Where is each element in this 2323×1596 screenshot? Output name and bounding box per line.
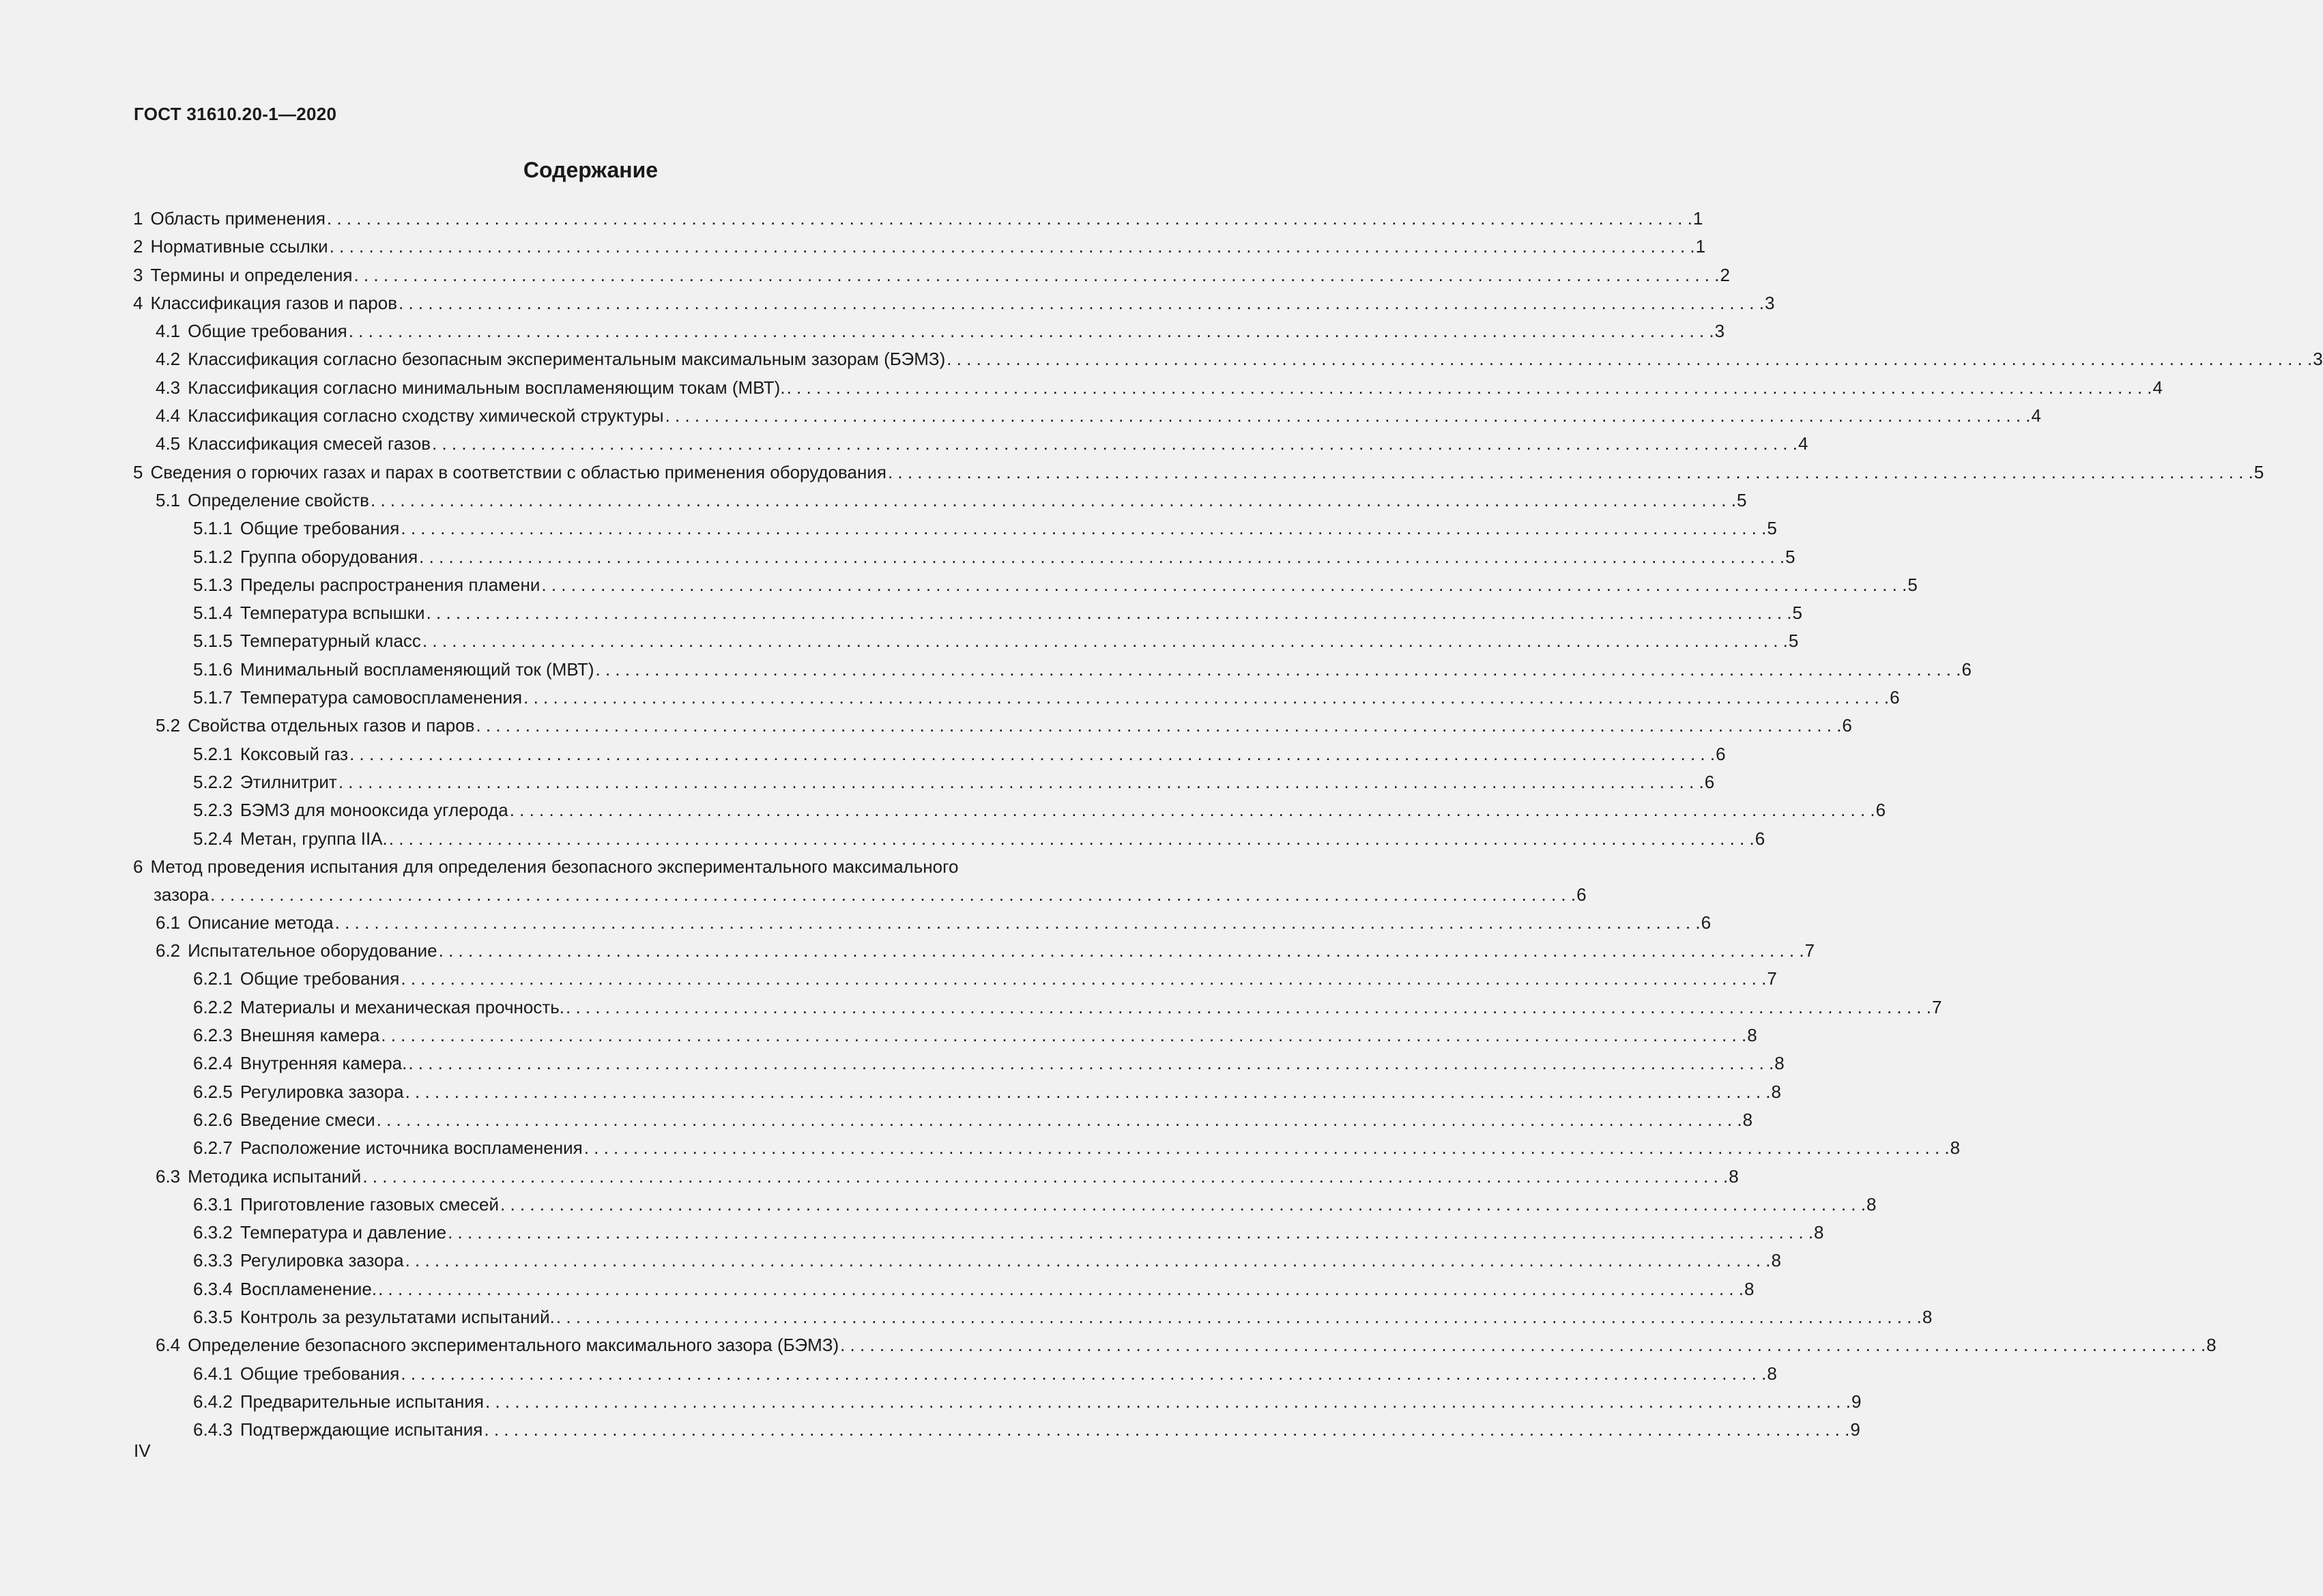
toc-entry-page: 5 bbox=[2253, 461, 2264, 482]
toc-entry[interactable] bbox=[133, 1191, 1877, 1219]
toc-leader-dots bbox=[401, 965, 1766, 993]
toc-entry[interactable] bbox=[133, 796, 1886, 824]
toc-entry-label: Введение смеси bbox=[240, 1109, 375, 1130]
toc-entry-page: 5 bbox=[1785, 546, 1795, 567]
toc-entry-label: Описание метода bbox=[188, 912, 334, 933]
toc-entry-number: 5.2.3 bbox=[193, 800, 233, 821]
toc-entry-number: 6.2.5 bbox=[193, 1081, 233, 1102]
toc-leader-dots bbox=[399, 289, 1764, 317]
toc-leader-dots bbox=[362, 1163, 1728, 1191]
toc-entry-label: Метан, группа IIA. bbox=[240, 828, 388, 849]
toc-entry-number: 2 bbox=[133, 236, 143, 257]
toc-entry-page: 6 bbox=[1842, 715, 1852, 736]
toc-entry-page: 8 bbox=[1744, 1278, 1755, 1299]
toc-entry-label: Общие требования bbox=[240, 1363, 400, 1384]
toc-entry-number: 6.2.2 bbox=[193, 996, 233, 1017]
toc-entry-page: 8 bbox=[1767, 1363, 1777, 1384]
toc-entry-number: 6.4.3 bbox=[193, 1419, 233, 1440]
toc-entry-page: 6 bbox=[1704, 771, 1715, 792]
toc-entry-number: 6.2 bbox=[156, 940, 181, 961]
toc-leader-dots bbox=[389, 825, 1755, 853]
toc-entry-page: 6 bbox=[1701, 912, 1712, 933]
toc-entry[interactable] bbox=[133, 684, 1900, 712]
toc-entry[interactable] bbox=[133, 993, 1942, 1021]
toc-entry[interactable] bbox=[133, 233, 1706, 261]
toc-entry-label: Термины и определения bbox=[150, 264, 353, 285]
toc-entry-number: 6.2.4 bbox=[193, 1053, 233, 1074]
toc-leader-dots bbox=[338, 768, 1704, 796]
toc-entry[interactable] bbox=[133, 1416, 1860, 1444]
toc-entry-label: Классификация согласно безопасным экспериментальным максимальным зазорам (БЭМЗ) bbox=[188, 349, 946, 370]
toc-entry-page: 6 bbox=[1961, 658, 1972, 680]
toc-entry-label: Классификация согласно сходству химической структуры bbox=[188, 405, 664, 426]
toc-entry[interactable] bbox=[133, 374, 2163, 402]
toc-entry-page: 5 bbox=[1767, 518, 1777, 539]
toc-entry[interactable] bbox=[133, 656, 1972, 684]
toc-entry[interactable] bbox=[133, 1331, 2217, 1359]
toc-entry-label: Группа оборудования bbox=[240, 546, 418, 567]
toc-entry-page: 1 bbox=[1695, 236, 1706, 257]
toc-entry-label: Коксовый газ bbox=[240, 743, 349, 764]
toc-entry-number: 5.1.1 bbox=[193, 518, 233, 539]
toc-entry-page: 2 bbox=[1720, 264, 1730, 285]
toc-entry-label: БЭМЗ для монооксида углерода bbox=[240, 800, 508, 821]
toc-leader-dots bbox=[556, 1303, 1922, 1331]
toc-entry[interactable] bbox=[133, 1163, 1739, 1191]
toc-entry-page: 8 bbox=[2206, 1335, 2217, 1356]
toc-entry-page: 9 bbox=[1850, 1419, 1860, 1440]
toc-entry-number: 5 bbox=[133, 461, 143, 482]
toc-entry-page: 4 bbox=[1798, 433, 1808, 454]
toc-entry-page: 8 bbox=[1950, 1137, 1961, 1159]
toc-entry[interactable] bbox=[133, 909, 1712, 937]
toc-entry-number: 5.1.6 bbox=[193, 658, 233, 680]
toc-entry-number: 5.1.2 bbox=[193, 546, 233, 567]
toc-entry-number: 6.4.1 bbox=[193, 1363, 233, 1384]
toc-leader-dots bbox=[787, 374, 2152, 402]
toc-entry-label: Предварительные испытания bbox=[240, 1391, 484, 1412]
toc-entry[interactable] bbox=[133, 1134, 1961, 1162]
toc-entry-label: Общие требования bbox=[240, 968, 400, 989]
toc-entry-number: 5.2.1 bbox=[193, 743, 233, 764]
toc-entry-number: 5.1.7 bbox=[193, 687, 233, 708]
toc-entry-label: Классификация согласно минимальным воспламеняющим токам (МВТ). bbox=[188, 377, 785, 398]
toc-entry-label: Температура вспышки bbox=[240, 603, 425, 624]
toc-leader-dots bbox=[371, 487, 1736, 514]
toc-leader-dots bbox=[448, 1219, 1813, 1247]
toc-entry[interactable] bbox=[133, 599, 1802, 627]
toc-entry[interactable] bbox=[133, 487, 1747, 514]
toc-leader-dots bbox=[327, 205, 1692, 233]
toc-entry[interactable] bbox=[133, 937, 1815, 965]
toc-entry[interactable] bbox=[133, 768, 1715, 796]
toc-entry-label: Приготовление газовых смесей bbox=[240, 1193, 499, 1215]
toc-entry[interactable] bbox=[133, 459, 2264, 487]
toc-entry-page: 9 bbox=[1851, 1391, 1862, 1412]
toc-leader-dots bbox=[432, 430, 1798, 458]
toc-leader-dots bbox=[381, 1021, 1746, 1049]
toc-entry-page: 8 bbox=[1922, 1306, 1933, 1327]
toc-entry[interactable] bbox=[133, 543, 1795, 571]
toc-entry-page: 8 bbox=[1729, 1165, 1739, 1187]
toc-entry-number: 6.2.3 bbox=[193, 1025, 233, 1046]
toc-entry-label: Воспламенение. bbox=[240, 1278, 377, 1299]
toc-entry-number: 6.2.1 bbox=[193, 968, 233, 989]
toc-leader-dots bbox=[427, 599, 1792, 627]
toc-entry-page: 8 bbox=[1771, 1081, 1781, 1102]
toc-entry-label: Определение свойств bbox=[188, 489, 369, 510]
toc-entry-label: Классификация смесей газов bbox=[188, 433, 431, 454]
toc-entry-label: Классификация газов и паров bbox=[150, 292, 398, 313]
toc-entry-page: 1 bbox=[1692, 208, 1703, 229]
toc-entry[interactable] bbox=[133, 1078, 1781, 1106]
toc-entry-label: Свойства отдельных газов и паров bbox=[188, 715, 475, 736]
toc-entry[interactable] bbox=[133, 514, 1777, 542]
document-id: ГОСТ 31610.20-1—2020 bbox=[134, 104, 337, 124]
toc-leader-dots bbox=[335, 909, 1701, 937]
toc-entry[interactable] bbox=[133, 289, 1775, 317]
toc-entry[interactable] bbox=[133, 1247, 1781, 1275]
toc-entry-label: Область применения bbox=[150, 208, 326, 229]
toc-entry[interactable] bbox=[133, 853, 1587, 909]
toc-leader-dots bbox=[523, 684, 1889, 712]
toc-entry[interactable] bbox=[133, 825, 1765, 853]
toc-entry-page: 3 bbox=[2313, 349, 2323, 370]
toc-leader-dots bbox=[510, 796, 1875, 824]
toc-leader-dots bbox=[405, 1078, 1771, 1106]
toc-leader-dots bbox=[500, 1191, 1866, 1219]
toc-entry[interactable] bbox=[133, 1360, 1777, 1388]
toc-entry-number: 6.3.5 bbox=[193, 1306, 233, 1327]
toc-leader-dots bbox=[419, 543, 1785, 571]
toc-entry-label: Температура и давление bbox=[240, 1222, 447, 1243]
toc-entry-number: 6.2.7 bbox=[193, 1137, 233, 1159]
toc-leader-dots bbox=[566, 993, 1931, 1021]
toc-leader-dots bbox=[665, 402, 2031, 430]
toc-entry[interactable] bbox=[133, 627, 1799, 655]
toc-leader-dots bbox=[840, 1331, 2206, 1359]
toc-entry-number: 4.2 bbox=[156, 349, 181, 370]
toc-entry-number: 1 bbox=[133, 208, 143, 229]
toc-entry-number: 6.2.6 bbox=[193, 1109, 233, 1130]
toc-entry-number: 4.5 bbox=[156, 433, 181, 454]
toc-entry-page: 8 bbox=[1866, 1193, 1877, 1215]
toc-entry-number: 6.3.2 bbox=[193, 1222, 233, 1243]
toc-entry-number: 6.4 bbox=[156, 1335, 181, 1356]
toc-entry-page: 6 bbox=[1576, 884, 1587, 905]
toc-entry-number: 6.3.4 bbox=[193, 1278, 233, 1299]
toc-leader-dots bbox=[210, 881, 1576, 909]
toc-leader-dots bbox=[541, 571, 1907, 599]
toc-entry-label: Подтверждающие испытания bbox=[240, 1419, 483, 1440]
toc-entry-number: 3 bbox=[133, 264, 143, 285]
toc-entry[interactable] bbox=[133, 740, 1726, 768]
toc-entry-label: Регулировка зазора bbox=[240, 1250, 404, 1271]
toc-entry-label: Общие требования bbox=[240, 518, 400, 539]
toc-entry-label: Нормативные ссылки bbox=[150, 236, 328, 257]
toc-entry-number: 4.4 bbox=[156, 405, 181, 426]
toc-entry-label: Метод проведения испытания для определения безопасного экспериментального максимального bbox=[150, 856, 959, 877]
toc-entry-page: 5 bbox=[1736, 489, 1747, 510]
toc-entry-number: 5.2.4 bbox=[193, 828, 233, 849]
toc-entry-label: Сведения о горючих газах и парах в соответствии с областью применения оборудования bbox=[150, 461, 886, 482]
toc-entry-page: 4 bbox=[2031, 405, 2041, 426]
toc-entry-label: Внешняя камера bbox=[240, 1025, 380, 1046]
toc-entry-page: 5 bbox=[1788, 630, 1799, 652]
toc-leader-dots bbox=[401, 1360, 1766, 1388]
toc-entry-label-continued: зазора bbox=[154, 884, 210, 905]
toc-entry-label: Температура самовоспламенения bbox=[240, 687, 523, 708]
toc-entry-page: 6 bbox=[1755, 828, 1765, 849]
toc-entry-label: Методика испытаний bbox=[188, 1165, 362, 1187]
toc-entry[interactable] bbox=[133, 345, 2323, 373]
toc-entry-number: 6.4.2 bbox=[193, 1391, 233, 1412]
toc-entry-page: 7 bbox=[1931, 996, 1942, 1017]
toc-entry-label: Внутренняя камера. bbox=[240, 1053, 407, 1074]
toc-entry-page: 8 bbox=[1774, 1053, 1785, 1074]
toc-entry-number: 6.1 bbox=[156, 912, 181, 933]
toc-entry-label: Регулировка зазора bbox=[240, 1081, 404, 1102]
toc-leader-dots bbox=[349, 317, 1714, 345]
toc-entry-page: 8 bbox=[1742, 1109, 1753, 1130]
toc-entry[interactable] bbox=[133, 965, 1777, 993]
toc-entry-page: 3 bbox=[1714, 321, 1725, 342]
toc-entry-page: 6 bbox=[1890, 687, 1900, 708]
toc-entry-label: Материалы и механическая прочность. bbox=[240, 996, 565, 1017]
toc-entry-label: Минимальный воспламеняющий ток (МВТ) bbox=[240, 658, 594, 680]
toc-entry[interactable] bbox=[133, 712, 1852, 740]
toc-leader-dots bbox=[584, 1134, 1950, 1162]
toc-leader-dots bbox=[439, 937, 1804, 965]
toc-leader-dots bbox=[484, 1416, 1849, 1444]
toc-leader-dots bbox=[405, 1247, 1771, 1275]
toc-entry-number: 6.3 bbox=[156, 1165, 181, 1187]
toc-entry[interactable] bbox=[133, 1049, 1785, 1077]
toc-entry[interactable] bbox=[133, 402, 2041, 430]
table-of-contents bbox=[133, 205, 2323, 1444]
toc-entry-page: 5 bbox=[1907, 574, 1918, 595]
toc-entry-page: 6 bbox=[1716, 743, 1726, 764]
toc-entry-number: 4.1 bbox=[156, 321, 181, 342]
toc-leader-dots bbox=[422, 627, 1788, 655]
toc-entry-label: Расположение источника воспламенения bbox=[240, 1137, 583, 1159]
toc-entry-number: 4 bbox=[133, 292, 143, 313]
toc-entry[interactable] bbox=[133, 430, 1808, 458]
toc-entry-number: 6 bbox=[133, 856, 143, 877]
toc-entry-page: 5 bbox=[1792, 603, 1802, 624]
toc-entry[interactable] bbox=[133, 1388, 1862, 1416]
toc-entry[interactable] bbox=[133, 1021, 1757, 1049]
toc-leader-dots bbox=[349, 740, 1715, 768]
toc-entry[interactable] bbox=[133, 1275, 1755, 1303]
toc-entry-number: 6.3.1 bbox=[193, 1193, 233, 1215]
page-number: IV bbox=[134, 1440, 151, 1461]
toc-leader-dots bbox=[354, 261, 1719, 289]
toc-leader-dots bbox=[947, 345, 2312, 373]
toc-entry-label: Испытательное оборудование bbox=[188, 940, 437, 961]
toc-entry-page: 7 bbox=[1767, 968, 1777, 989]
toc-leader-dots bbox=[377, 1106, 1742, 1134]
toc-entry-number: 5.1.3 bbox=[193, 574, 233, 595]
toc-entry-number: 5.1 bbox=[156, 489, 181, 510]
toc-entry[interactable] bbox=[133, 317, 1725, 345]
toc-entry-label: Пределы распространения пламени bbox=[240, 574, 540, 595]
toc-entry-page: 8 bbox=[1814, 1222, 1824, 1243]
toc-entry[interactable] bbox=[133, 205, 1703, 233]
toc-leader-dots bbox=[485, 1388, 1851, 1416]
toc-leader-dots bbox=[888, 459, 2253, 487]
toc-entry-page: 7 bbox=[1804, 940, 1815, 961]
toc-leader-dots bbox=[476, 712, 1841, 740]
toc-entry-page: 3 bbox=[1764, 292, 1775, 313]
toc-entry[interactable] bbox=[133, 261, 1730, 289]
toc-entry-number: 5.2.2 bbox=[193, 771, 233, 792]
toc-leader-dots bbox=[596, 656, 1961, 684]
toc-entry-page: 8 bbox=[1771, 1250, 1781, 1271]
toc-entry-number: 5.1.5 bbox=[193, 630, 233, 652]
toc-entry-number: 5.1.4 bbox=[193, 603, 233, 624]
toc-entry-label: Общие требования bbox=[188, 321, 347, 342]
toc-entry[interactable] bbox=[133, 1303, 1933, 1331]
toc-entry-page: 4 bbox=[2152, 377, 2163, 398]
toc-entry[interactable] bbox=[133, 1219, 1824, 1247]
toc-entry[interactable] bbox=[133, 571, 1918, 599]
toc-entry-label: Этилнитрит bbox=[240, 771, 337, 792]
toc-entry[interactable] bbox=[133, 1106, 1753, 1134]
toc-leader-dots bbox=[378, 1275, 1744, 1303]
toc-entry-number: 4.3 bbox=[156, 377, 181, 398]
toc-leader-dots bbox=[408, 1049, 1774, 1077]
toc-leader-dots bbox=[330, 233, 1695, 261]
toc-leader-dots bbox=[401, 514, 1766, 542]
toc-entry-number: 5.2 bbox=[156, 715, 181, 736]
toc-entry-label: Контроль за результатами испытаний. bbox=[240, 1306, 555, 1327]
toc-entry-label: Температурный класс bbox=[240, 630, 421, 652]
toc-entry-page: 8 bbox=[1747, 1025, 1757, 1046]
toc-entry-page: 6 bbox=[1875, 800, 1886, 821]
toc-title: Содержание bbox=[523, 158, 659, 182]
toc-entry-label: Определение безопасного экспериментального максимального зазора (БЭМЗ) bbox=[188, 1335, 839, 1356]
toc-entry-number: 6.3.3 bbox=[193, 1250, 233, 1271]
